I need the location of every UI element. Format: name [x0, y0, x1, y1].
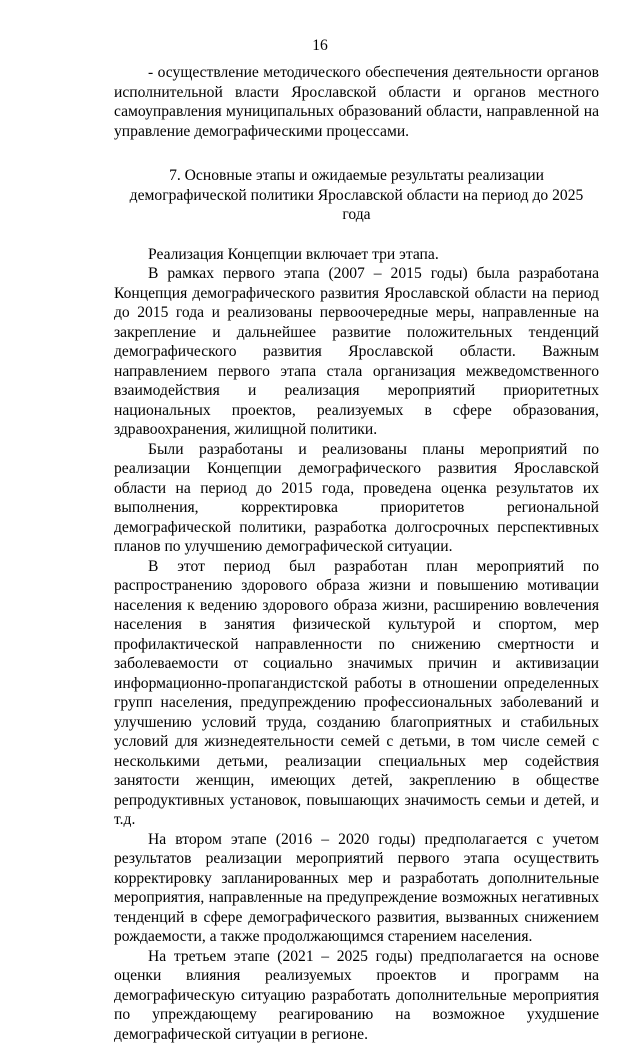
paragraph-first-stage: В рамках первого этапа (2007 – 2015 годы) была разработана Концепция демографического развития Ярославской области на период до 2015 года и реализованы первоочередные меры, направленные на закрепление и дальнейшее развитие положительных тенденций демографического развития Ярославской области. Важным направлением первого этапа стала организация межведомственного взаимодействия и реализация мероприятий приоритетных национальных проектов, реализуемых в сфере образования, здравоохранения, жилищной политики. — [114, 264, 599, 440]
paragraph-plans: Были разработаны и реализованы планы мероприятий по реализации Концепции демографического развития Ярославской области на период до 2015 года, проведена оценка результатов их выполнения, корректировка приоритетов региональной демографической политики, разработка долгосрочных перспективных планов по улучшению демографической ситуации. — [114, 440, 599, 557]
paragraph-third-stage: На третьем этапе (2021 – 2025 годы) предполагается на основе оценки влияния реализуемых проектов и программ на демографическую ситуацию разработать дополнительные мероприятия по упреждающему реагированию на возможное ухудшение демографической ситуации в регионе. — [114, 947, 599, 1044]
paragraph-stages-intro: Реализация Концепции включает три этапа. — [114, 245, 599, 265]
paragraph-intro-continuation: - осуществление методического обеспечения деятельности органов исполнительной власти Ярославской области и органов местного самоуправления муниципальных образований области, направленной на управление демографическими процессами. — [114, 63, 599, 141]
document-body — [114, 63, 599, 1044]
section-heading: 7. Основные этапы и ожидаемые результаты реализации демографической политики Ярославской области на период до 2025 года — [114, 166, 599, 225]
paragraph-healthy-lifestyle: В этот период был разработан план мероприятий по распространению здорового образа жизни и повышению мотивации населения к ведению здорового образа жизни, расширению вовлечения населения в занятия физической культурой и спортом, мер профилактической направленности по снижению смертности и заболеваемости от социально значимых причин и активизации информационно-пропагандистской работы в отношении определенных групп населения, предупреждению профессиональных заболеваний и улучшению условий труда, созданию благоприятных и стабильных условий для жизнедеятельности семей с детьми, в том числе семей с несколькими детьми, реализации специальных мер содействия занятости женщин, имеющих детей, закреплению в обществе репродуктивных установок, повышающих значимость семьи и детей, и т.д. — [114, 557, 599, 830]
page-number: 16 — [0, 36, 640, 56]
paragraph-second-stage: На втором этапе (2016 – 2020 годы) предполагается с учетом результатов реализации мероприятий первого этапа осуществить корректировку запланированных мер и разработать дополнительные мероприятия, направленные на предупреждение возможных негативных тенденций в сфере демографического развития, вызванных снижением рождаемости, а также продолжающимся старением населения. — [114, 830, 599, 947]
